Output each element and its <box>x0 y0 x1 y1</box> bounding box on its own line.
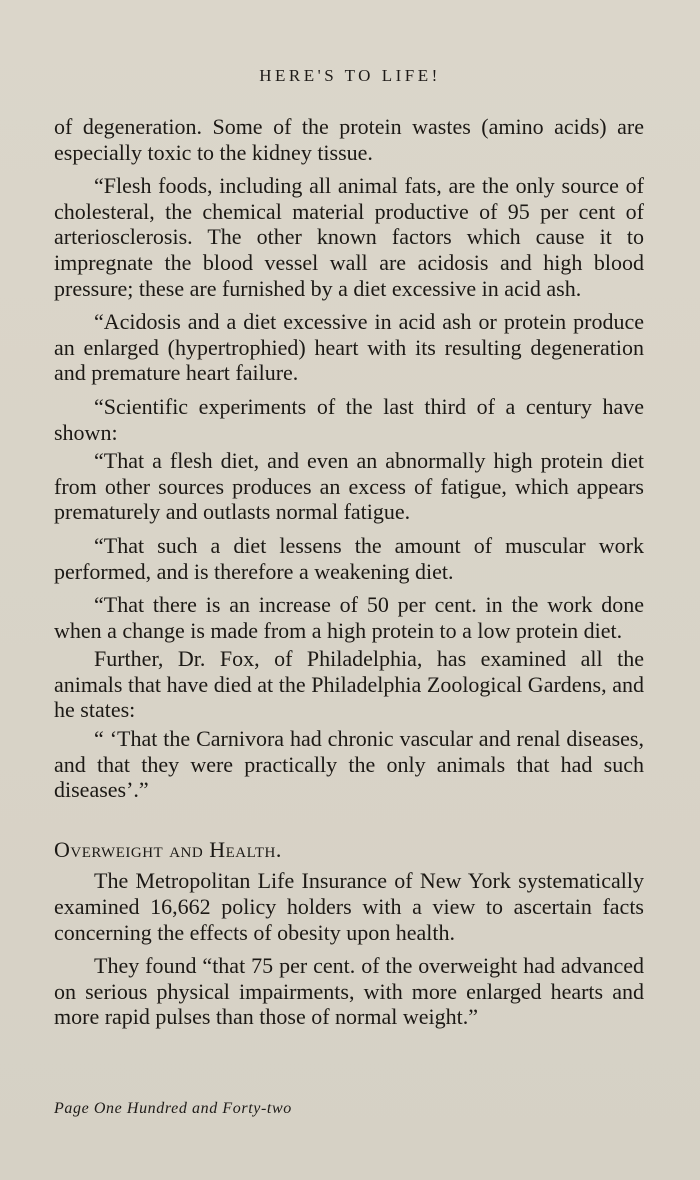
paragraph: “Scientific experiments of the last third of a century have shown: <box>54 393 644 445</box>
running-head: HERE'S TO LIFE! <box>259 66 441 85</box>
paragraph: “That there is an increase of 50 per cent. in the work done when a change is made from a high protein to a low protein diet. <box>54 592 644 643</box>
paragraph: “Flesh foods, including all animal fats, are the only source of cholesteral, the chemical material productive of 95 per cent of arteriosclerosis. The other known factors which cause it to impregnate the blood vessel wall are acidosis and high blood pressure; these are furnished by a diet excessive in acid ash. <box>54 173 644 301</box>
paragraph: “Acidosis and a diet excessive in acid ash or protein produce an enlarged (hypertrophied) heart with its resulting degeneration and premature heart failure. <box>54 309 644 386</box>
page-number-footer: Page One Hundred and Forty-two <box>54 1100 292 1117</box>
body-text <box>54 114 644 1038</box>
paragraph: “ ‘That the Carnivora had chronic vascular and renal diseases, and that they were practically the only animals that had such diseases’.” <box>54 726 644 803</box>
section-heading: Overweight and Health. <box>54 836 282 862</box>
paragraph: They found “that 75 per cent. of the overweight had advanced on serious physical impairments, with more enlarged hearts and more rapid pulses than those of normal weight.” <box>54 953 644 1030</box>
paragraph: “That such a diet lessens the amount of muscular work performed, and is therefore a weakening diet. <box>54 532 644 584</box>
paragraph: The Metropolitan Life Insurance of New York systematically examined 16,662 policy holders with a view to ascertain facts concerning the effects of obesity upon health. <box>54 868 644 945</box>
paragraph: Further, Dr. Fox, of Philadelphia, has examined all the animals that have died at the Philadelphia Zoological Gardens, and he states: <box>54 646 644 723</box>
paragraph: “That a flesh diet, and even an abnormally high protein diet from other sources produces an excess of fatigue, which appears prematurely and outlasts normal fatigue. <box>54 448 644 525</box>
paragraph: of degeneration. Some of the protein wastes (amino acids) are especially toxic to the kidney tissue. <box>54 114 644 165</box>
